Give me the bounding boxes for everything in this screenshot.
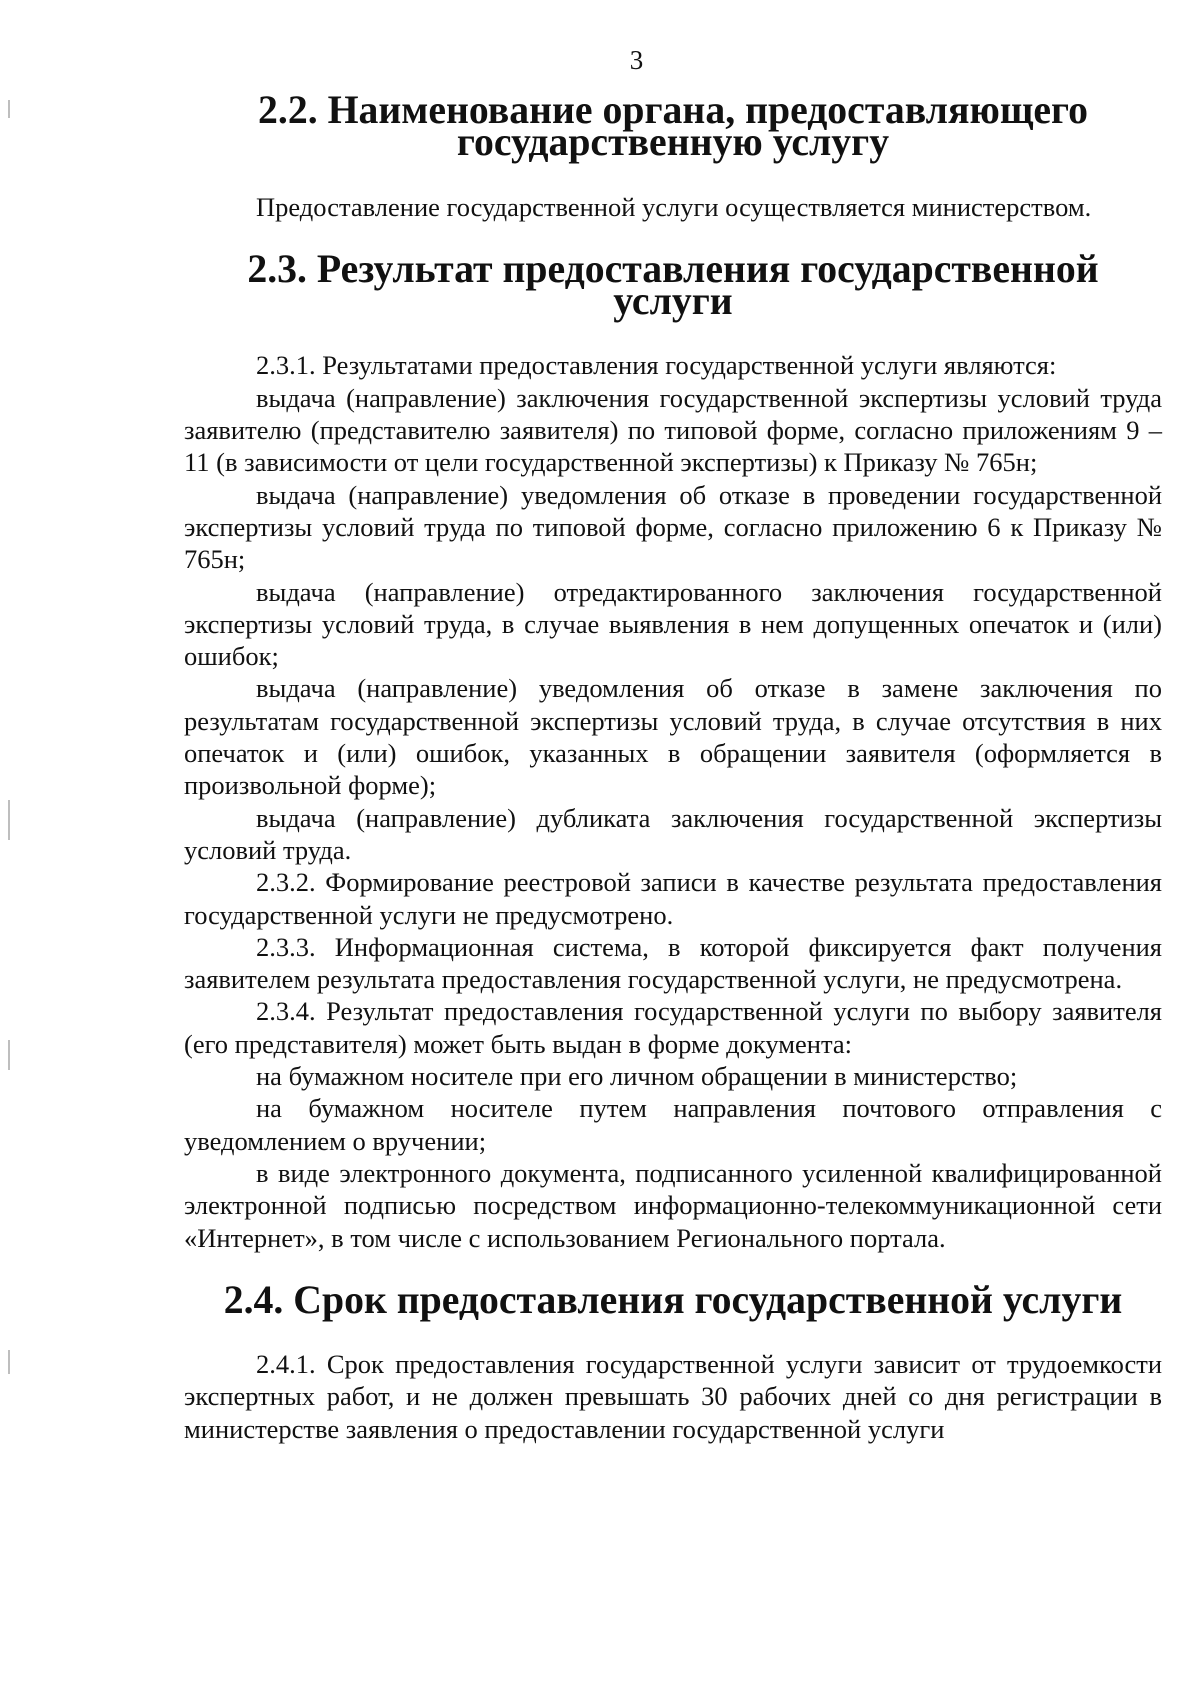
list-item-replacement-refusal: выдача (направление) уведомления об отказе в замене заключения по результатам государственной экспертизы условий труда, в случае отсутствия в них опечаток и (или) ошибок, указанных в обращении заявителя (оформляется в произвольной форме); [184,673,1162,801]
section-2-2-heading-line2: государственную услугу [456,120,890,165]
list-item-duplicate: выдача (направление) дубликата заключения государственной экспертизы условий труда. [184,802,1162,865]
section-2-2-heading-line1: 2.2. Наименование органа, предоставляющего [258,88,1088,132]
section-2-2-paragraph: Предоставление государственной услуги осуществляется министерством. [256,191,1092,222]
scan-artifact [8,1350,10,1374]
paragraph-2-3-4: 2.3.4. Результат предоставления государственной услуги по выбору заявителя (его представителя) может быть выдан в форме документа: [184,996,1162,1059]
list-item-conclusion: выдача (направление) заключения государственной экспертизы условий труда заявителю (представителю заявителя) по типовой форме, согласно приложениям 9 – 11 (в зависимости от цели государственной экспертизы) к Приказу № 765н; [184,382,1162,478]
list-item-electronic: в виде электронного документа, подписанного усиленной квалифицированной электронной подписью посредством информационно-телекоммуникационной сети «Интернет», в том числе с использованием Регионального портала. [184,1157,1162,1253]
section-2-2-heading [184,88,1162,165]
scan-artifact [8,1040,10,1070]
paragraph-2-4-1: 2.4.1. Срок предоставления государственной услуги зависит от трудоемкости экспертных работ, и не должен превышать 30 рабочих дней со дня регистрации в министерстве заявления о предоставлении государственной услуги [184,1349,1162,1444]
list-item-paper-in-person: на бумажном носителе при его личном обращении в министерство; [256,1061,1018,1092]
list-item-paper-by-mail: на бумажном носителе путем направления почтового отправления с уведомлением о вручении; [184,1093,1162,1156]
list-item-refusal-notice: выдача (направление) уведомления об отказе в проведении государственной экспертизы условий труда по типовой форме, согласно приложению 6 к Приказу № 765н; [184,479,1162,575]
section-2-4-heading: 2.4. Срок предоставления государственной услуги [223,1277,1123,1322]
scan-artifact [8,100,10,118]
page-number: 3 [629,45,644,75]
paragraph-2-3-2: 2.3.2. Формирование реестровой записи в качестве результата предоставления государственной услуги не предусмотрено. [184,867,1162,930]
section-2-3-heading: 2.3. Результат предоставления государственной услуги [247,246,1099,324]
paragraph-2-3-1: 2.3.1. Результатами предоставления государственной услуги являются: [256,350,1057,381]
document-body [184,88,1162,1445]
list-item-edited-conclusion: выдача (направление) отредактированного заключения государственной экспертизы условий труда, в случае выявления в нем допущенных опечаток и (или) ошибок; [184,576,1162,672]
scan-artifact [8,800,10,840]
paragraph-2-3-3: 2.3.3. Информационная система, в которой фиксируется факт получения заявителем результата предоставления государственной услуги, не предусмотрена. [184,931,1162,995]
